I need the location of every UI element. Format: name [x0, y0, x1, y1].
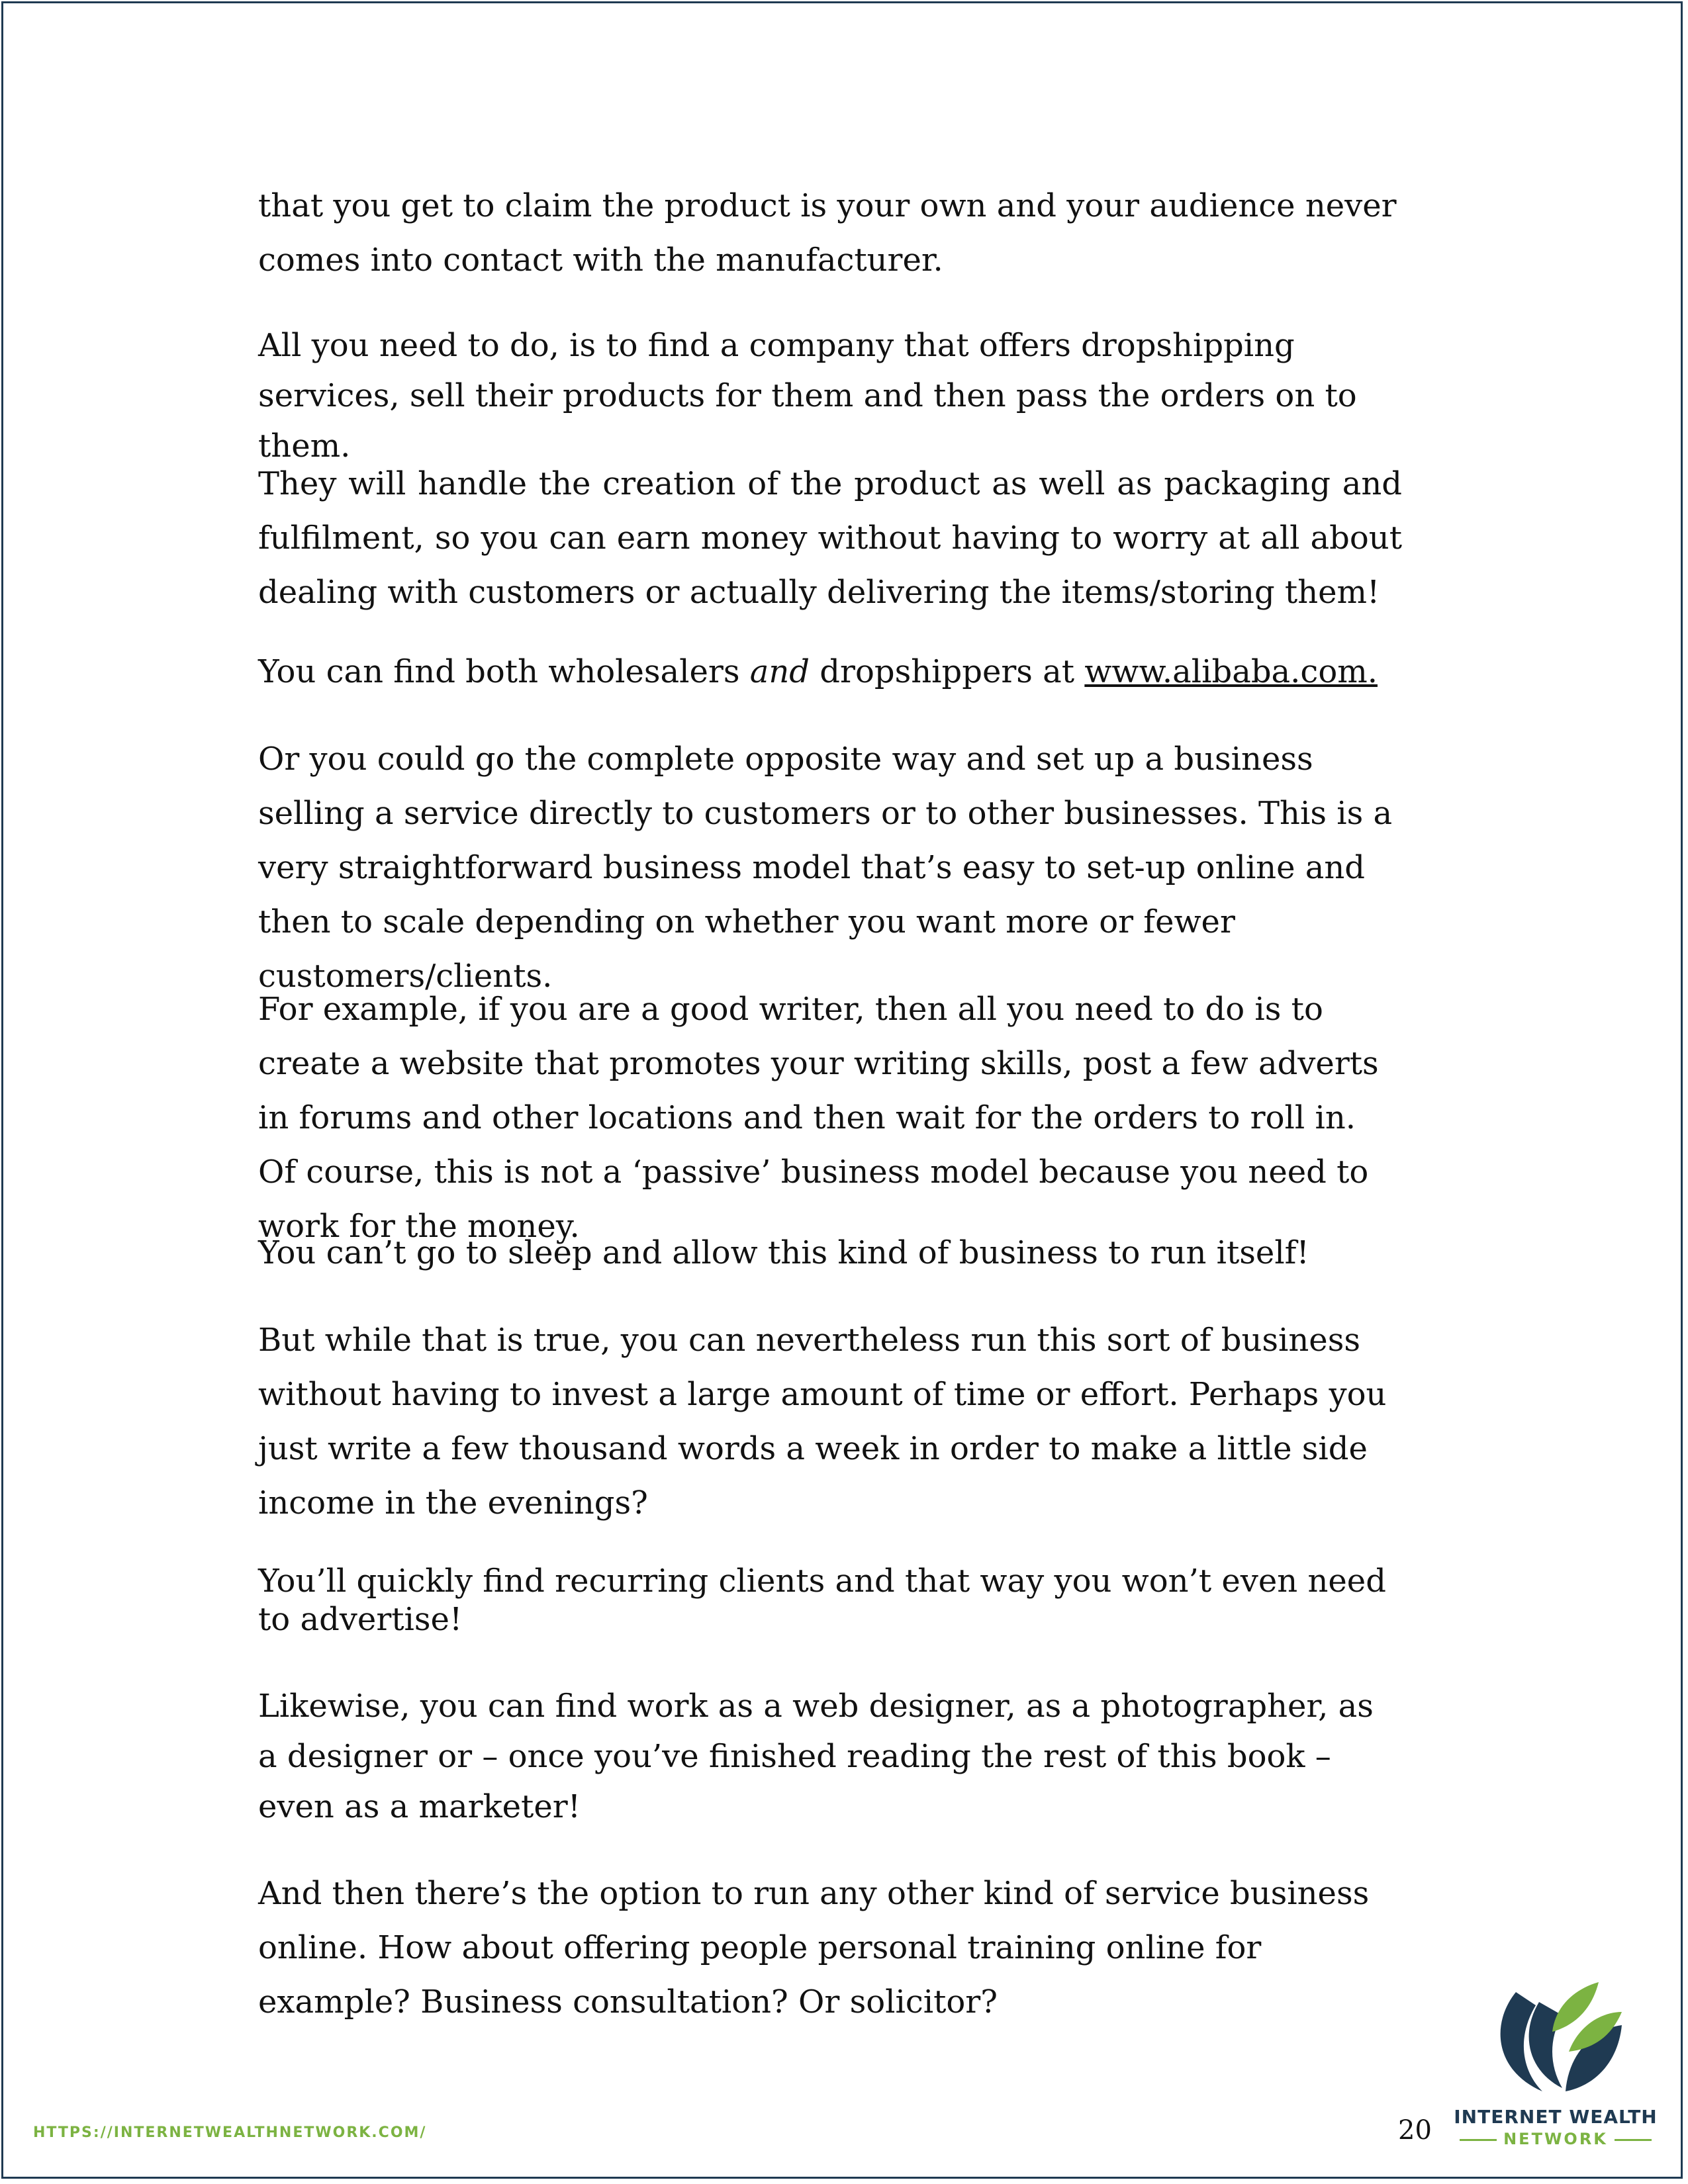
paragraph-3: They will handle the creation of the product as well as packaging and fulfilment, so you can earn money without having to worry at all about dealing with customers or actually delivering the items/storing them!	[258, 465, 1402, 611]
paragraph-9: You’ll quickly find recurring clients and that way you won’t even need to advertise!	[258, 1563, 1386, 1638]
paragraph-7: You can’t go to sleep and allow this kind of business to run itself!	[258, 1234, 1309, 1271]
paragraph-1: that you get to claim the product is your own and your audience never comes into contact with the manufacturer.	[258, 187, 1397, 279]
logo-text-line1: INTERNET WEALTH	[1454, 2106, 1658, 2128]
paragraph-8: But while that is true, you can nevertheless run this sort of business without having to invest a large amount of time or effort. Perhaps you just write a few thousand words a week in order to make a little side income in the evenings?	[258, 1322, 1387, 1522]
paragraph-4	[258, 645, 1402, 699]
paragraph-4-text-before: You can find both wholesalers	[258, 653, 750, 690]
logo-text-network: NETWORK	[1503, 2130, 1608, 2148]
paragraph-6: For example, if you are a good writer, then all you need to do is to create a website that promotes your writing skills, post a few adverts in forums and other locations and then wait for the orders to roll in. Of course, this is not a ‘passive’ business model because you need to work for the money.	[258, 991, 1379, 1245]
logo-mark-icon	[1489, 1972, 1622, 2098]
paragraph-11: And then there’s the option to run any other kind of service business online. How about offering people personal training online for example? Business consultation? Or solicitor?	[258, 1875, 1370, 2021]
paragraph-2: All you need to do, is to find a company that offers dropshipping services, sell their products for them and then pass the orders on to them.	[258, 327, 1357, 465]
logo-dash-right	[1615, 2139, 1652, 2141]
paragraph-10: Likewise, you can find work as a web designer, as a photographer, as a designer or – once you’ve finished reading the rest of this book – even as a marketer!	[258, 1688, 1374, 1825]
paragraph-4-text-middle: dropshippers at	[810, 653, 1085, 690]
paragraph-5: Or you could go the complete opposite way and set up a business selling a service directly to customers or to other businesses. This is a very straightforward business model that’s easy to set-up online and then to scale depending on whether you want more or fewer customers/clients.	[258, 741, 1393, 995]
paragraph-4-emphasis: and	[749, 653, 810, 690]
page-number: 20	[1398, 2115, 1432, 2146]
internet-wealth-network-logo	[1450, 1959, 1662, 2158]
logo-text-line2	[1450, 2130, 1662, 2148]
logo-dash-left	[1460, 2139, 1497, 2141]
alibaba-link[interactable]: www.alibaba.com.	[1084, 653, 1378, 690]
footer-url[interactable]: HTTPS://INTERNETWEALTHNETWORK.COM/	[33, 2124, 427, 2141]
